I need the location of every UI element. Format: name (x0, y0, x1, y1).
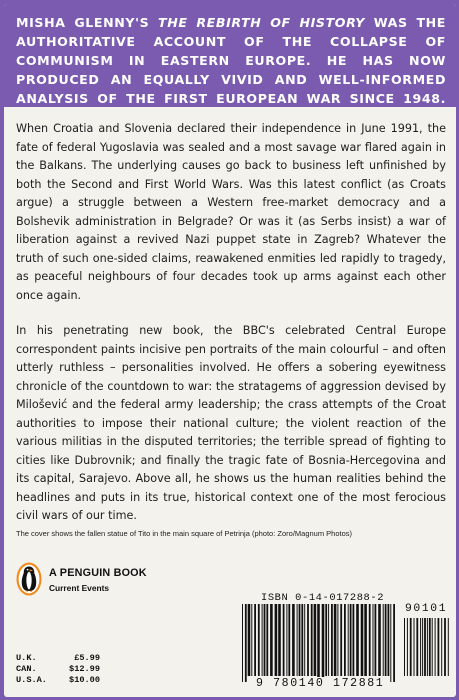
barcode-bar (441, 618, 442, 676)
barcode-bar (275, 604, 278, 676)
barcode-bar (254, 604, 256, 676)
price-row-can (16, 664, 100, 675)
book-category: Current Events (49, 583, 110, 593)
barcode-bar (444, 618, 446, 676)
barcode-bar (385, 604, 387, 676)
price-value: £5.99 (74, 653, 100, 663)
price-region: U.K. (16, 653, 37, 663)
price-row-uk (16, 653, 100, 664)
barcode-bar (297, 604, 298, 676)
addon-digits: 90101 (405, 603, 448, 615)
barcode-bar (251, 604, 252, 676)
barcode-bar (432, 618, 433, 676)
barcode-bar (266, 604, 268, 676)
addon-barcode-bars (402, 604, 450, 694)
barcode-bar (314, 604, 317, 676)
barcode-bar (317, 604, 320, 682)
back-cover (4, 4, 456, 697)
description-paragraph-2: In his penetrating new book, the BBC's celebrated Central Europe correspondent paints incisive pen portraits of the main colourful – and often utterly ruthless – personalities involved. He offers a sobering eyewitness chronicle of the countdown to war: the stratagems of aggression devised by Milošević and the federal army leadership; the crass attempts of the Croat authorities to impose their national culture; the violent reaction of the various militias in the disputed territories; the terrible spread of fighting to cities like Dubrovnik; and finally the tragic fate of Bosnia-Hercegovina and its capital, Sarajevo. Above all, he shows us the human realities behind the headlines and puts in its true, historical context one of the most ferocious civil wars of our time. (16, 324, 446, 522)
barcode-bar (270, 604, 273, 676)
ean-digits: 9 780140 172881 (256, 677, 385, 690)
price-list (16, 653, 100, 686)
price-value: $12.99 (69, 664, 100, 674)
blurb-part-2: WAS THE AUTHORITATIVE ACCOUNT OF THE COLLAPSE OF COMMUNISM IN EASTERN EUROPE. HE HAS NOW PRODUCED AN EQUALLY VIVID AND WELL-INFORMED ANALYSIS OF THE FIRST EUROPEAN WAR SINCE 1948. (16, 15, 447, 106)
barcode-bar (307, 604, 309, 676)
barcode-bar (353, 604, 355, 676)
barcode-bar (337, 604, 338, 676)
penguin-icon (16, 562, 42, 596)
barcode-bar (344, 604, 346, 676)
barcode-bar (410, 618, 412, 676)
barcode-bar (404, 618, 405, 676)
barcode-bar (242, 604, 243, 682)
barcode-bar (245, 604, 247, 682)
barcode-bar (278, 604, 281, 676)
price-value: $10.00 (69, 675, 100, 685)
blurb-text (16, 13, 446, 108)
barcode-bar (264, 604, 266, 676)
price-row-usa (16, 675, 100, 686)
barcode-bar (383, 604, 384, 676)
barcode-bar (416, 618, 418, 676)
barcode-bar (328, 604, 329, 676)
barcode-bar (390, 604, 391, 682)
barcode-bar (448, 618, 449, 676)
barcode-bar (340, 604, 342, 676)
barcode-bar (424, 618, 426, 676)
barcode-bar (311, 604, 313, 676)
barcode-bar (369, 604, 371, 676)
barcode-bar (393, 604, 395, 682)
barcode-bar (422, 618, 423, 676)
barcode-bar (301, 604, 303, 676)
barcode-bar (407, 618, 408, 676)
barcode-bar (322, 604, 325, 682)
barcode-bar (348, 604, 349, 676)
barcode-bar (375, 604, 377, 676)
barcode-bar (429, 618, 431, 676)
barcode-bar (299, 604, 301, 676)
barcode-bar (356, 604, 359, 676)
barcode-bar (288, 604, 290, 676)
barcode-bar (331, 604, 333, 676)
barcode-bar (350, 604, 352, 676)
barcode-bar (364, 604, 367, 676)
barcode-bar (438, 618, 440, 676)
barcode-bar (420, 618, 421, 676)
barcode-bar (286, 604, 287, 676)
barcode-bar (361, 604, 364, 676)
barcode-bar (435, 618, 436, 676)
barcode-bar (262, 604, 263, 676)
price-region: CAN. (16, 664, 37, 674)
barcode-bar (414, 618, 415, 676)
barcode-bar (378, 604, 381, 676)
blurb-book-title: THE REBIRTH OF HISTORY (158, 15, 365, 30)
barcode-bar (248, 604, 251, 676)
description-paragraph-1: When Croatia and Slovenia declared their independence in June 1991, the fate of federal Yugoslavia was sealed and a most savage war flared again in the Balkans. The underlying causes go back to business left unfinished by both the Second and First World Wars. Was this latest conflict (as Croats argue) a struggle between a Western free-market democracy and a Bolshevik administration in Belgrade? Or was it (as Serbs insist) a war of liberation against a revived Nazi puppet state in Zagreb? Whatever the truth of such one-sided claims, reawakened enmities led rapidly to tragedy, as peaceful neighbours of four decades took up arms against each other once again. (16, 122, 446, 302)
barcode-bar (427, 618, 428, 676)
barcode-bar (388, 604, 390, 676)
barcode-bar (373, 604, 374, 676)
barcode-bar (283, 604, 285, 676)
barcode (240, 604, 452, 694)
blurb-part-1: MISHA GLENNY'S (16, 15, 159, 30)
barcode-bar (325, 604, 327, 676)
barcode-bar (334, 604, 337, 676)
barcode-bar (292, 604, 295, 676)
cover-caption: The cover shows the fallen statue of Tito in the main square of Petrinja (photo: Zoro/Magnum Photos) (16, 529, 353, 538)
barcode-bar (304, 604, 305, 676)
price-region: U.S.A. (16, 675, 47, 685)
isbn-number: ISBN 0-14-017288-2 (261, 592, 385, 604)
blurb-band (4, 4, 456, 107)
barcode-bar (258, 604, 260, 676)
publisher-name: A PENGUIN BOOK (49, 567, 147, 579)
